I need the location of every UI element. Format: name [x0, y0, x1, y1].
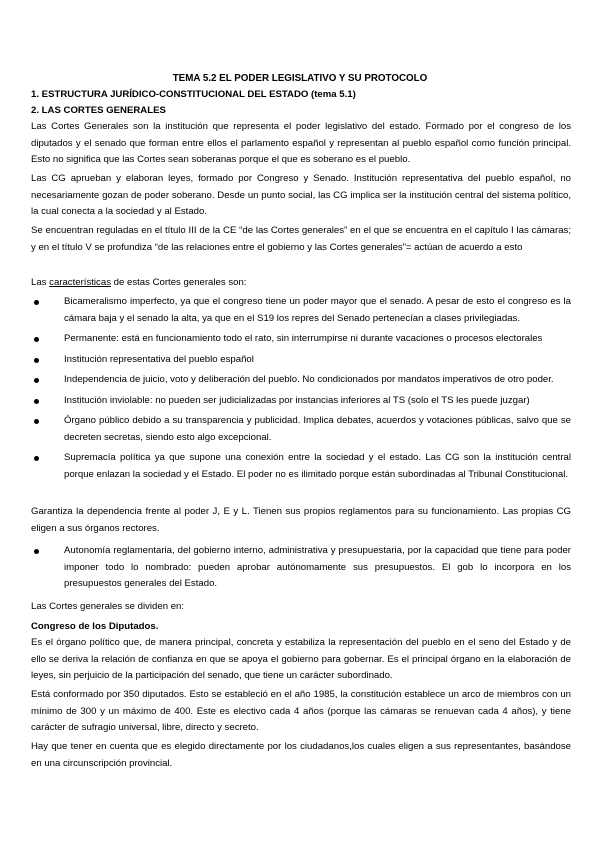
paragraph-garantiza: Garantiza la dependencia frente al poder J, E y L. Tienen sus propios reglamentos para su funcionamiento. Las propias CG eligen a sus órganos rectores.	[31, 506, 571, 534]
bullet-icon	[34, 378, 39, 383]
caracteristicas-prefix: Las	[31, 277, 50, 288]
paragraph-regulacion: Se encuentran reguladas en el título III de la CE “de las Cortes generales” en el que se encuentra en el capítulo I las cámaras; y en el título V se profundiza “de las relaciones entre el gobierno y las Cortes generales”= actúan de acuerdo a esto	[31, 225, 571, 253]
caracteristicas-list	[31, 294, 571, 483]
list-item-text: Independencia de juicio, voto y deliberación del pueblo. No condicionados por mandatos imperativos de otro poder.	[64, 374, 554, 385]
subheading-congreso: Congreso de los Diputados.	[31, 621, 159, 632]
list-item	[31, 450, 571, 483]
list-item	[31, 352, 571, 369]
document-title: TEMA 5.2 EL PODER LEGISLATIVO Y SU PROTOCOLO	[172, 73, 428, 84]
bullet-icon	[34, 300, 39, 305]
bullet-icon	[34, 399, 39, 404]
list-item	[31, 543, 571, 593]
bullet-icon	[34, 419, 39, 424]
list-item-text: Autonomía reglamentaria, del gobierno interno, administrativa y presupuestaria, por la capacidad que tiene para poder imponer todo lo nombrado: pueden aprobar autónomamente sus presupuestos. El gob lo incorpora en los presupuestos generales del Estado.	[64, 545, 571, 589]
bullet-icon	[34, 358, 39, 363]
list-item	[31, 294, 571, 327]
list-item	[31, 393, 571, 410]
list-item-text: Institución inviolable: no pueden ser judicializadas por instancias inferiores al TS (solo el TS les puede juzgar)	[64, 394, 530, 406]
list-item	[31, 413, 571, 446]
paragraph-congreso-organo: Es el órgano político que, de manera principal, concreta y estabiliza la representación del pueblo en el seno del Estado y de ello se deriva la relación de confianza en que se apoya el gobierno para gobernar. Es el principal órgano en la elaboración de leyes, sin perjuicio de la participación del senado, que tiene un carácter subordinado.	[31, 637, 571, 681]
bullet-icon	[34, 456, 39, 461]
caracteristicas-suffix: de estas Cortes generales son:	[111, 277, 247, 288]
paragraph-cg-leyes: Las CG aprueban y elaboran leyes, formado por Congreso y Senado. Institución representativa del pueblo español, no necesariamente gozan de poder soberano. Desde un punto social, las CG implica ser la institución central del sistema político, la cual conecta a la sociedad y al Estado.	[31, 173, 571, 217]
list-item	[31, 372, 571, 389]
list-item-text: Órgano público debido a su transparencia y publicidad. Implica debates, acuerdos y votaciones públicas, salvo que se decreten secretas, siendo esto algo excepcional.	[64, 415, 571, 443]
paragraph-se-dividen: Las Cortes generales se dividen en:	[31, 601, 185, 612]
bullet-icon	[34, 337, 39, 342]
list-item-text: Permanente: está en funcionamiento todo el rato, sin interrumpirse ni durante vacaciones o procesos electorales	[64, 333, 543, 344]
autonomia-list	[31, 543, 571, 593]
bullet-icon	[34, 549, 39, 554]
list-item-text: Bicameralismo imperfecto, ya que el congreso tiene un poder mayor que el senado. A pesar de esto el congreso es la cámara baja y el senado la alta, ya que en el S19 los repres del Senado pertenecían a clases privilegiadas.	[64, 296, 571, 324]
paragraph-cortes-intro: Las Cortes Generales son la institución que representa el poder legislativo del estado. Formado por el congreso de los diputados y el senado que forman entre ellos el parlamento español y representan al pueblo español como función principal. Esto no significa que las Cortes sean soberanas porque el que es soberano es el pueblo.	[31, 121, 571, 165]
list-item	[31, 331, 571, 348]
list-item-text: Supremacía política ya que supone una conexión entre la sociedad y el estado. Las CG son la institución central porque enlazan la sociedad y el Estado. El poder no es ilimitado porque están subordinadas al Tribunal Constitucional.	[64, 452, 571, 480]
list-item-text: Institución representativa del pueblo español	[64, 353, 254, 365]
paragraph-congreso-composicion: Está conformado por 350 diputados. Esto se estableció en el año 1985, la constitución establece un arco de miembros con un mínimo de 300 y un máximo de 400. Este es electivo cada 4 años (porque las cámaras se renuevan cada 4 años), y tiene carácter de sufragio universal, libre, directo y secreto.	[31, 689, 571, 733]
section-heading-2: 2. LAS CORTES GENERALES	[31, 105, 166, 116]
caracteristicas-underlined: características	[49, 277, 111, 288]
section-heading-1: 1. ESTRUCTURA JURÍDICO-CONSTITUCIONAL DEL ESTADO (tema 5.1)	[31, 89, 356, 100]
paragraph-caracteristicas-intro	[31, 275, 571, 292]
paragraph-congreso-eleccion: Hay que tener en cuenta que es elegido directamente por los ciudadanos,los cuales eligen a sus representantes, basándose en una circunscripción provincial.	[31, 741, 571, 769]
